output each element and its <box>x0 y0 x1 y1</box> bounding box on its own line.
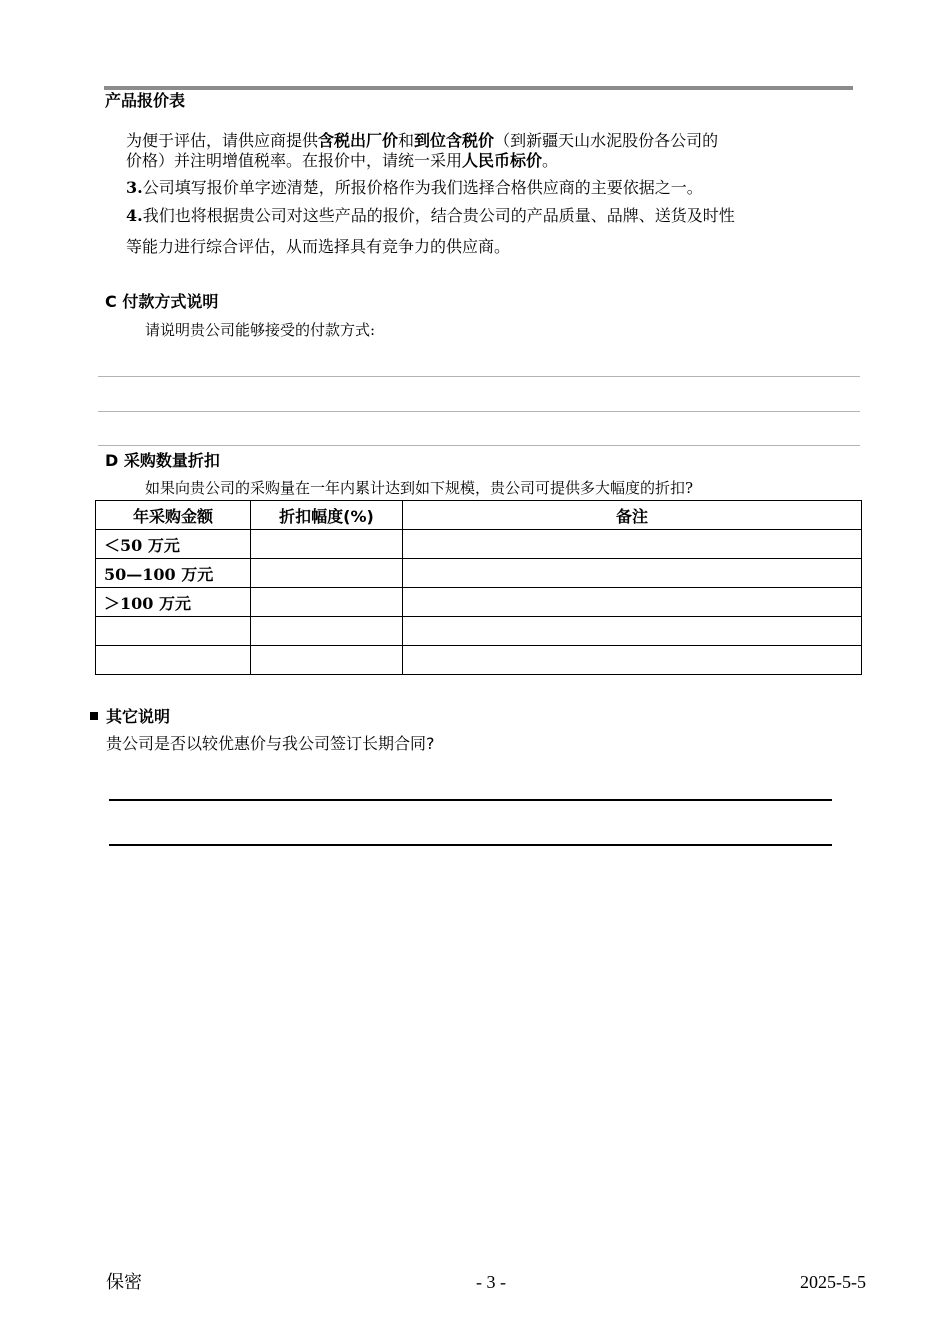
table-row <box>96 588 862 617</box>
table-row <box>96 646 862 675</box>
remarks-cell[interactable] <box>403 617 862 646</box>
item-text: 公司填写报价单字迹清楚，所报价格作为我们选择合格供应商的主要依据之一。 <box>142 178 703 197</box>
purchase-tier-label: 50—100 万元 <box>96 559 251 588</box>
remarks-cell[interactable] <box>403 559 862 588</box>
discount-cell[interactable] <box>251 530 403 559</box>
header-discount-rate: 折扣幅度(%) <box>251 501 403 530</box>
instruction-item-3 <box>126 178 703 198</box>
remarks-cell[interactable] <box>403 646 862 675</box>
footer-date: 2025-5-5 <box>800 1272 866 1292</box>
remarks-cell[interactable] <box>403 588 862 617</box>
emphasis-rmb-pricing: 人民币标价 <box>462 151 543 170</box>
square-bullet-icon <box>90 712 98 720</box>
emphasis-ex-factory-price: 含税出厂价 <box>318 131 399 150</box>
instruction-text: 价格）并注明增值税率。在报价中，请统一采用 <box>126 151 463 170</box>
other-answer-line-1[interactable] <box>109 799 832 801</box>
purchase-tier-label[interactable] <box>96 617 251 646</box>
section-title-price-list: 产品报价表 <box>105 91 186 110</box>
instruction-item-4 <box>126 206 735 226</box>
discount-cell[interactable] <box>251 588 403 617</box>
discount-prompt: 如果向贵公司的采购量在一年内累计达到如下规模，贵公司可提供多大幅度的折扣? <box>145 479 694 497</box>
header-annual-purchase: 年采购金额 <box>96 501 251 530</box>
purchase-tier-label: ＜50 万元 <box>96 530 251 559</box>
instruction-text: 。 <box>542 151 559 170</box>
footer-confidential: 保密 <box>106 1272 142 1292</box>
footer-page-number: - 3 - <box>476 1272 506 1292</box>
long-term-contract-question: 贵公司是否以较优惠价与我公司签订长期合同? <box>106 734 435 753</box>
header-rule <box>104 86 853 90</box>
payment-answer-line-1[interactable] <box>98 376 860 377</box>
remarks-cell[interactable] <box>403 530 862 559</box>
payment-answer-line-2[interactable] <box>98 411 860 412</box>
table-row <box>96 559 862 588</box>
instruction-text: 为便于评估，请供应商提供 <box>126 131 319 150</box>
discount-cell[interactable] <box>251 617 403 646</box>
item-number: 4. <box>126 206 143 225</box>
purchase-tier-label: ＞100 万元 <box>96 588 251 617</box>
item-text: 我们也将根据贵公司对这些产品的报价，结合贵公司的产品质量、品牌、送货及时性 <box>142 206 735 225</box>
section-title-payment: C 付款方式说明 <box>105 292 219 311</box>
instruction-text: （到新疆天山水泥股份各公司的 <box>494 131 719 150</box>
payment-prompt: 请说明贵公司能够接受的付款方式: <box>145 321 376 339</box>
discount-table <box>95 500 862 675</box>
table-row <box>96 617 862 646</box>
instruction-paragraph-line2 <box>126 151 558 171</box>
emphasis-delivered-price: 到位含税价 <box>414 131 495 150</box>
payment-answer-line-3[interactable] <box>98 445 860 446</box>
discount-cell[interactable] <box>251 646 403 675</box>
item-number: 3. <box>126 178 143 197</box>
purchase-tier-label[interactable] <box>96 646 251 675</box>
instruction-paragraph-line1 <box>126 131 718 151</box>
other-answer-line-2[interactable] <box>109 844 832 846</box>
table-row <box>96 530 862 559</box>
instruction-item-4-line2: 等能力进行综合评估，从而选择具有竞争力的供应商。 <box>126 237 511 256</box>
discount-cell[interactable] <box>251 559 403 588</box>
header-remarks: 备注 <box>403 501 862 530</box>
section-title-volume-discount: D 采购数量折扣 <box>105 451 220 470</box>
table-header-row <box>96 501 862 530</box>
instruction-text: 和 <box>398 131 415 150</box>
section-title-other: 其它说明 <box>106 707 171 726</box>
